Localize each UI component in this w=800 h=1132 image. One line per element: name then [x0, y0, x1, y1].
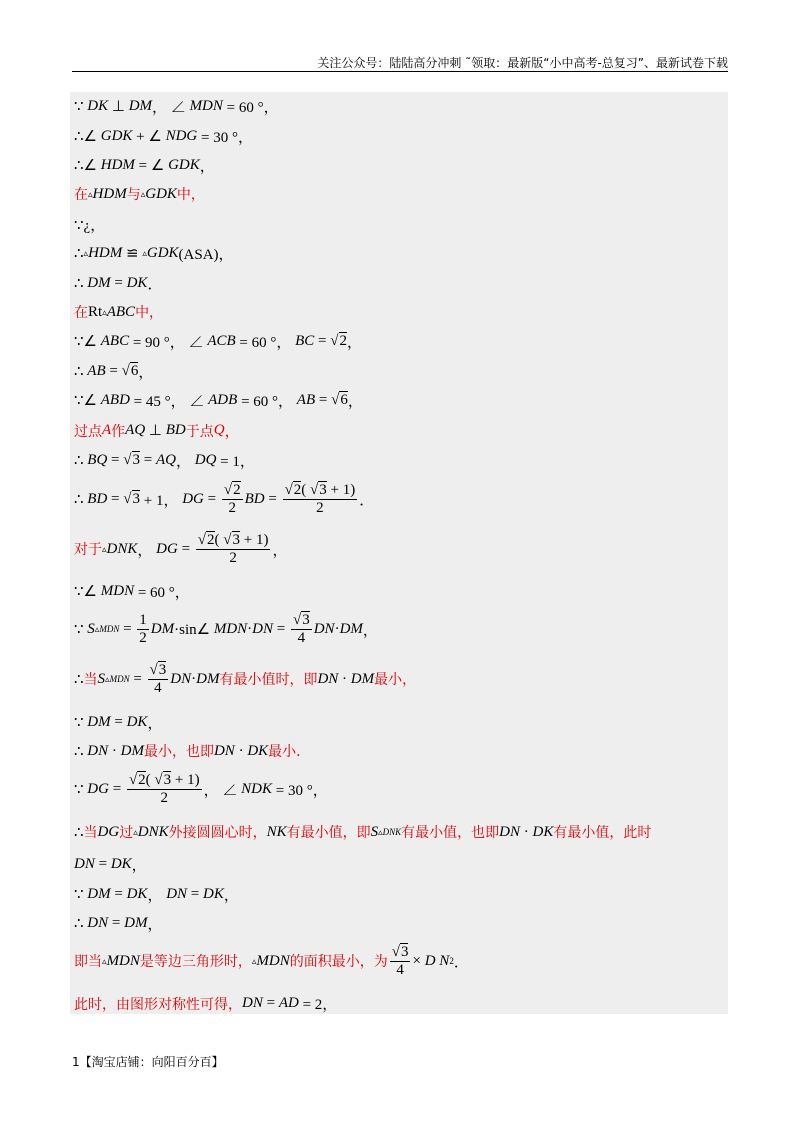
line-7: ∴ DM = DK ．	[74, 275, 163, 293]
line-3: ∴∠ HDM = ∠ GDK ，	[74, 157, 215, 175]
line-22: ∴ 当 DG 过 ▵ DNK 外接圆圆心时， NK 有最小值，即 S ▵DNK 有最小值，也即 DN · DK 有最小值，此时	[74, 823, 652, 841]
line-8: 在 Rt ▵ ABC 中，	[74, 303, 164, 321]
page-footer: 1【淘宝店铺：向阳百分百】	[72, 1055, 224, 1069]
line-21: ∵ DG = $\frac{√2( √3 + 1)}{2}$ ， ∠ NDK = 30 °，	[74, 772, 328, 806]
line-15: 对于 ▵ DNK ， DG = $\frac{√2( √3 + 1)}{2}$ ，	[74, 532, 288, 566]
line-20: ∴ DN · DM 最小，也即 DN · DK 最小．	[74, 742, 311, 760]
line-19: ∵ DM = DK ，	[74, 714, 163, 732]
line-14: ∴ BD = √3 + 1， DG = $\frac{√2}{2}$ BD = $\frac{√2( √3 + 1)}{2}$ ．	[74, 482, 375, 516]
line-13: ∴ BQ = √3 = AQ ， DQ = 1，	[74, 452, 255, 470]
line-1: ∵ DK ⊥ DM ， ∠ MDN = 60 °，	[74, 98, 279, 116]
line-11: ∵∠ ABD = 45 °， ∠ ADB = 60 °， AB = √6 ，	[74, 392, 363, 410]
line-17: ∵ S ▵MDN = $\frac{1}{2}$ DM ·sin∠ MDN · DN = $\frac{√3}{4}$ DN · DM ，	[74, 612, 378, 646]
line-2: ∴∠ GDK + ∠ NDG = 30 °，	[74, 128, 253, 146]
line-6: ∴ ▵ HDM ≌ ▵ GDK (ASA)，	[74, 245, 234, 263]
line-12: 过点 A 作 AQ ⊥ BD 于点 Q ，	[74, 422, 240, 440]
line-9: ∵∠ ABC = 90 °， ∠ ACB = 60 °， BC = √2 ，	[74, 333, 363, 351]
line-23: DN = DK ，	[74, 856, 147, 874]
line-10: ∴ AB = √6 ，	[74, 363, 154, 381]
header-rule	[72, 71, 728, 72]
line-24: ∵ DM = DK ， DN = DK ，	[74, 886, 239, 904]
line-16: ∵∠ MDN = 60 °，	[74, 583, 190, 601]
line-26: 即当 ▵ MDN 是等边三角形时， ▵ MDN 的面积最小，为 $\frac{√3}{4}$ × D N 2 ．	[74, 944, 469, 978]
line-4: 在 ▵ HDM 与 ▵ GDK 中，	[74, 185, 205, 203]
line-25: ∴ DN = DM ，	[74, 915, 163, 933]
line-18: ∴ 当 S ▵MDN = $\frac{√3}{4}$ DN · DM 有最小值时，即 DN · DM 最小，	[74, 662, 417, 696]
line-27: 此时，由图形对称性可得， DN = AD = 2，	[74, 995, 338, 1013]
page-header: 关注公众号：陆陆高分冲刺 ˜领取：最新版“小中高考-总复习”、最新试卷下载	[317, 56, 728, 70]
line-5: ∵¿，	[74, 218, 106, 234]
